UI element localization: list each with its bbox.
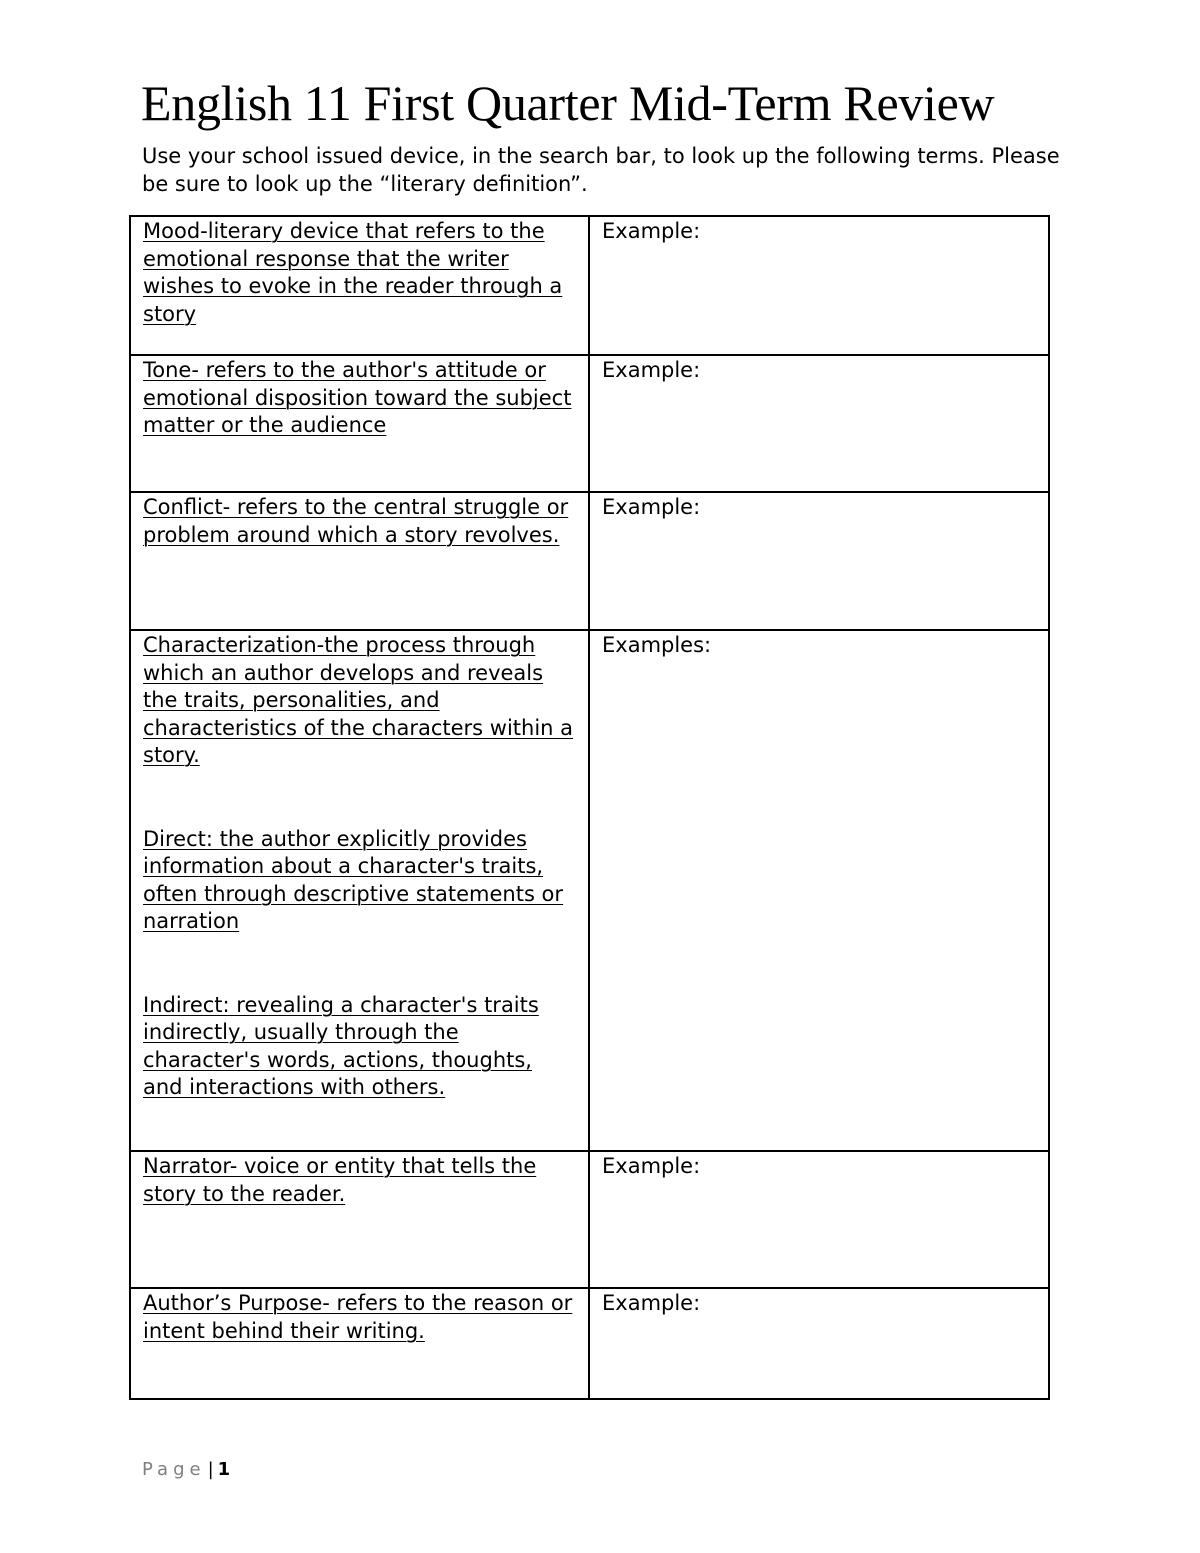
term-direct-definition: the author explicitly provides information about a character's traits, often through descriptive statements or narration [143,826,564,933]
example-label: Example: [602,495,701,519]
footer-separator: | [207,1459,214,1480]
term-tone: Tone- [143,358,206,382]
term-indirect-definition: Indirect: revealing a character's traits indirectly, usually through the character's words, actions, thoughts, and interactions with others. [143,992,539,1099]
term-conflict: Conflict- [143,495,237,519]
document-title: English 11 First Quarter Mid-Term Review [141,75,995,131]
table-row [130,1151,1049,1288]
table-row [130,355,1049,492]
example-cell-characterization [589,630,1049,1151]
example-label: Examples: [602,633,712,657]
example-label: Example: [602,1154,701,1178]
footer-page-number: 1 [217,1459,231,1480]
example-label: Example: [602,358,701,382]
term-mood-definition: Mood-literary device that refers to the emotional response that the writer wishes to evoke in the reader through a story [143,219,563,326]
example-cell-tone [589,355,1049,492]
term-direct: Direct: [143,826,220,851]
example-cell-conflict [589,492,1049,630]
term-characterization-definition: Characterization-the process through which an author develops and reveals the traits, personalities, and characteristics of the characters within a story. [143,633,574,767]
term-narrator-definition: Narrator- voice or entity that tells the story to the reader. [143,1154,537,1206]
term-authors-purpose-definition: refers to the reason or intent behind their writing. [143,1291,573,1343]
term-cell-authors-purpose [130,1288,589,1399]
term-cell-tone [130,355,589,492]
term-cell-characterization [130,630,589,1151]
example-label: Example: [602,1291,701,1315]
instructions-text: Use your school issued device, in the search bar, to look up the following terms. Please be sure to look up the “literary definition”. [142,144,1060,196]
term-cell-conflict [130,492,589,630]
example-label: Example: [602,219,701,243]
term-conflict-definition: refers to the central struggle or problem around which a story revolves. [143,495,569,547]
example-cell-mood [589,216,1049,355]
table-row [130,492,1049,630]
term-authors-purpose: Author’s Purpose- [143,1291,337,1315]
term-tone-definition: refers to the author's attitude or emotional disposition toward the subject matter or the audience [143,358,572,437]
table-row [130,630,1049,1151]
term-cell-mood [130,216,589,355]
footer-page-word: Page [142,1459,206,1480]
page-footer [142,1458,230,1482]
example-cell-narrator [589,1151,1049,1288]
table-row [130,1288,1049,1399]
example-cell-authors-purpose [589,1288,1049,1399]
review-table [129,215,1050,1400]
table-row [130,216,1049,355]
term-cell-narrator [130,1151,589,1288]
